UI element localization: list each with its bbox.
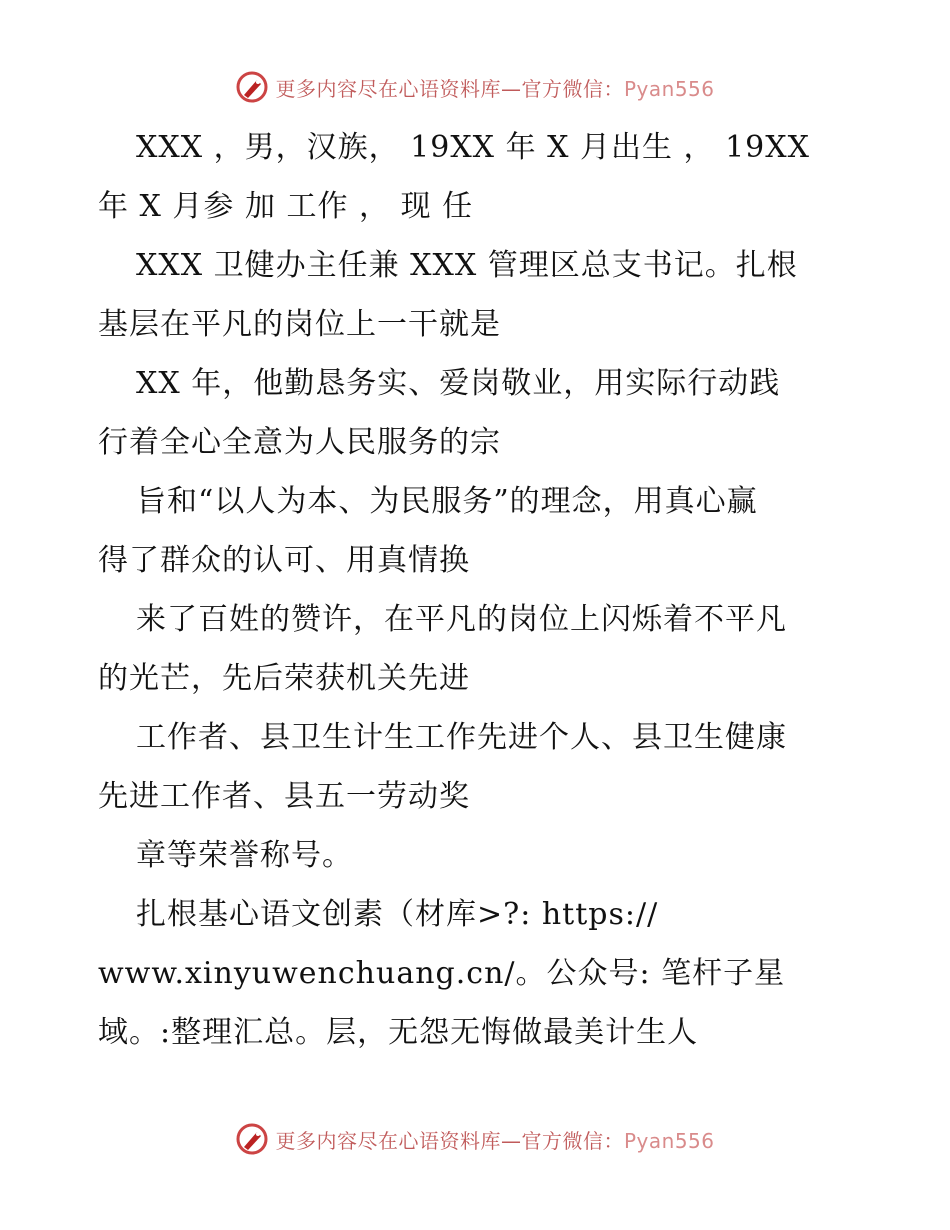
body-line: XXX 卫健办主任兼 XXX 管理区总支书记。扎根 [136,248,798,283]
body-line: XX 年，他勤恳务实、爱岗敬业，用实际行动践 [136,366,781,401]
pen-nib-logo-icon [235,70,269,104]
body-line: 工作者、县卫生计生工作先进个人、县卫生健康 [136,720,787,755]
document-body [98,118,868,1062]
footer-watermark-banner [0,1122,950,1156]
body-line: 基层在平凡的岗位上一干就是 [98,307,501,342]
footer-watermark-text [275,1125,714,1154]
body-line: 章等荣誉称号。 [136,838,353,873]
body-line: 年 X 月参 加 工作 ， 现 任 [98,189,474,224]
body-line: 来了百姓的赞许，在平凡的岗位上闪烁着不平凡 [136,602,787,637]
footer-wechat-id: Pyan556 [623,1128,715,1153]
header-watermark-text [275,73,714,102]
header-watermark-banner [0,70,950,104]
body-line: 域。:整理汇总。层，无怨无悔做最美计生人 [98,1015,699,1050]
pen-nib-logo-icon [235,1122,269,1156]
body-line: 的光芒，先后荣获机关先进 [98,661,470,696]
body-line: www.xinyuwenchuang.cn/。公众号: 笔杆子星 [98,956,786,991]
body-line: 先进工作者、县五一劳动奖 [98,779,470,814]
body-line: 旨和“以人为本、为民服务”的理念，用真心赢 [136,484,758,519]
header-watermark-label: 更多内容尽在心语资料库—官方微信： [275,76,624,101]
body-line: 行着全心全意为人民服务的宗 [98,425,501,460]
body-line: 扎根基心语文创素（材库>?: https:// [136,897,659,932]
body-line: 得了群众的认可、用真情换 [98,543,470,578]
footer-watermark-label: 更多内容尽在心语资料库—官方微信： [275,1128,624,1153]
body-line: XXX ，男，汉族， 19XX 年 X 月出生 ， 19XX [136,130,810,165]
header-wechat-id: Pyan556 [623,76,715,101]
